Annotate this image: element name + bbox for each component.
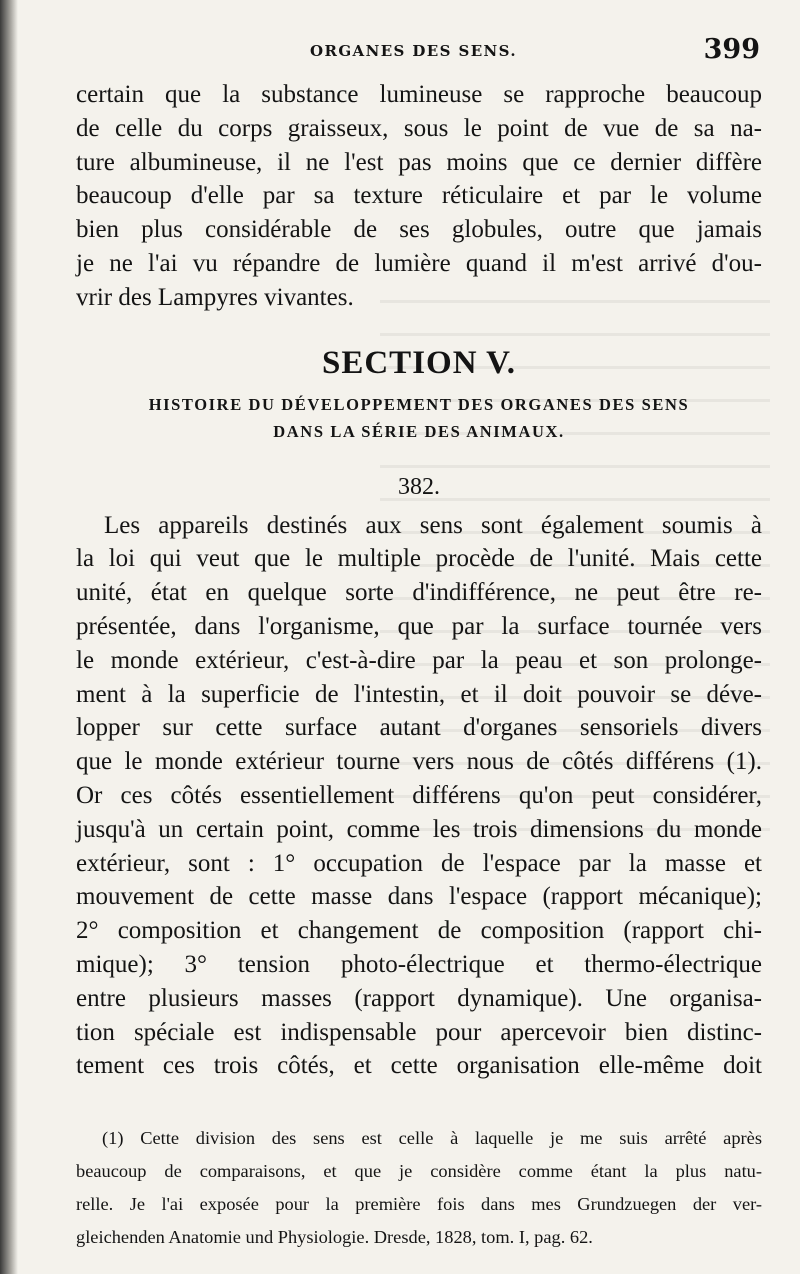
footnote [76,1122,762,1254]
text-line: que le monde extérieur tourne vers nous de côtés différens (1). [76,748,762,776]
text-line: lopper sur cette surface autant d'organes sensoriels divers [76,714,762,742]
text-line: tement ces trois côtés, et cette organisation elle-même doit [76,1052,762,1080]
text-line: tion spéciale est indispensable pour apercevoir bien distinc- [76,1018,762,1046]
footnote-line: (1) Cette division des sens est celle à laquelle je me suis arrêté après [102,1128,762,1148]
text-line: vrir des Lampyres vivantes. [76,283,354,311]
intro-paragraph [76,78,762,315]
text-line: beaucoup d'elle par sa texture réticulaire et par le volume [76,182,762,210]
footnote-line: gleichenden Anatomie und Physiologie. Dresde, 1828, tom. I, pag. 62. [76,1227,593,1247]
text-line: la loi qui veut que le multiple procède de l'unité. Mais cette [76,545,762,573]
text-line: certain que la substance lumineuse se rapproche beaucoup [76,81,762,108]
section-subtitle-line: DANS LA SÉRIE DES ANIMAUX. [273,421,565,441]
paragraph-number: 382. [398,473,440,500]
text-line: bien plus considérable de ses globules, outre que jamais [76,216,762,244]
footnote-line: relle. Je l'ai exposée pour la première fois dans mes Grundzuegen der ver- [76,1194,762,1214]
text-line: je ne l'ai vu répandre de lumière quand il m'est arrivé d'ou- [76,249,762,277]
text-line: de celle du corps graisseux, sous le point de vue de sa na- [76,114,762,142]
text-line: ment à la superficie de l'intestin, et il doit pouvoir se déve- [76,680,762,708]
section-subtitle [76,391,762,445]
text-line: présentée, dans l'organisme, que par la surface tournée vers [76,612,762,640]
page-header [76,34,762,78]
running-head: ORGANES DES SENS. [310,42,517,60]
text-line: mouvement de cette masse dans l'espace (rapport mécanique); [76,883,762,911]
section-subtitle-line: HISTOIRE DU DÉVELOPPEMENT DES ORGANES DES SENS [148,394,690,414]
text-line: ture albumineuse, il ne l'est pas moins que ce dernier diffère [76,148,762,176]
text-line: entre plusieurs masses (rapport dynamique). Une organisa- [76,984,762,1012]
text-line: mique); 3° tension photo-électrique et thermo-électrique [76,950,762,978]
text-line: unité, état en quelque sorte d'indifférence, ne peut être re- [76,579,762,607]
section-title: SECTION V. [321,344,517,381]
text-line: Or ces côtés essentiellement différens qu'on peut considérer, [76,781,762,809]
text-line: extérieur, sont : 1° occupation de l'espace par la masse et [76,849,762,877]
footnote-line: beaucoup de comparaisons, et que je considère comme étant la plus natu- [76,1161,762,1181]
text-line: jusqu'à un certain point, comme les trois dimensions du monde [76,815,762,843]
text-line: Les appareils destinés aux sens sont également soumis à [104,511,762,539]
page-number: 399 [703,34,760,65]
text-line: le monde extérieur, c'est-à-dire par la peau et son prolonge- [76,646,762,674]
text-line: 2° composition et changement de composition (rapport chi- [76,917,762,945]
paragraph-382 [76,509,762,1084]
